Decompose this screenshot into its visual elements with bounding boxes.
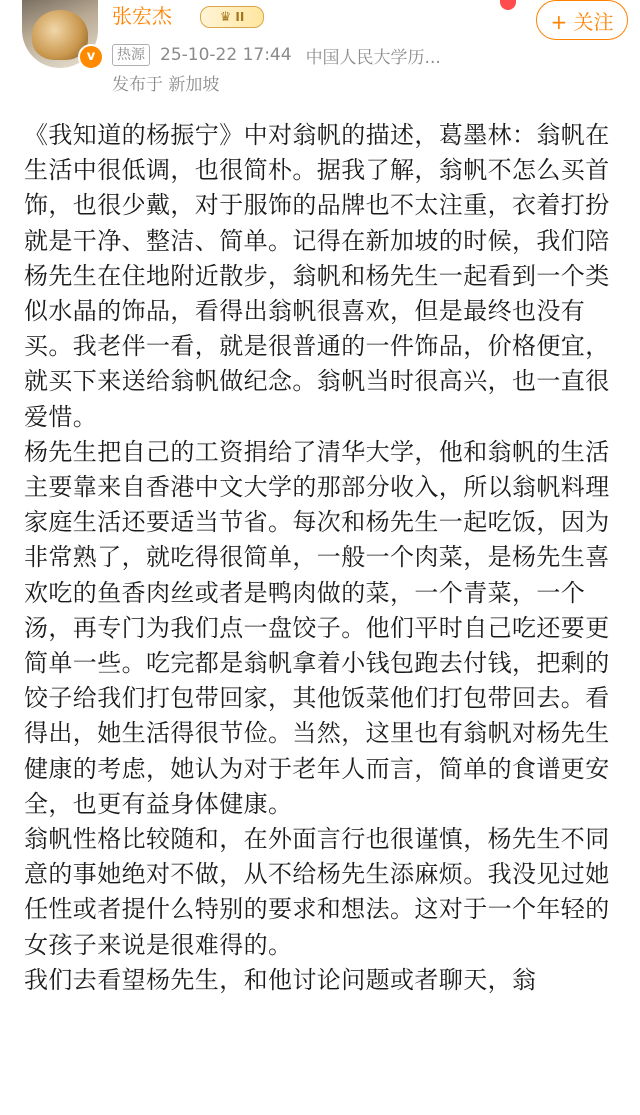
notification-dot xyxy=(500,0,516,10)
verified-badge-icon: v xyxy=(78,44,104,70)
post-meta xyxy=(112,42,441,68)
post-paragraph: 翁帆性格比较随和，在外面言行也很谨慎，杨先生不同意的事她绝对不做，从不给杨先生添麻烦。我没见过她任性或者提什么特别的要求和想法。这对于一个年轻的女孩子来说是很难得的。 xyxy=(24,825,610,959)
post-source[interactable]: 中国人民大学历... xyxy=(305,47,441,68)
post-location: 发布于 新加坡 xyxy=(112,75,220,95)
post-paragraph: 《我知道的杨振宁》中对翁帆的描述，葛墨林：翁帆在生活中很低调，也很简朴。据我了解，翁帆不怎么买首饰，也很少戴，对于服饰的品牌也不太注重，衣着打扮就是干净、整洁、简单。记得在新加坡的时候，我们陪杨先生在住地附近散步，翁帆和杨先生一起看到一个类似水晶的饰品，看得出翁帆很喜欢，但是最终也没有买。我老伴一看，就是很普通的一件饰品，价格便宜，就买下来送给翁帆做纪念。翁帆当时很高兴，也一直很爱惜。 xyxy=(24,121,610,431)
source-tag: 热源 xyxy=(112,44,150,66)
username[interactable]: 张宏杰 xyxy=(112,4,172,28)
follow-button[interactable]: + 关注 xyxy=(536,0,628,40)
post-timestamp: 25-10-22 17:44 xyxy=(160,45,292,65)
member-badge-level: II xyxy=(235,10,245,24)
crown-icon: ♛ xyxy=(219,9,232,25)
member-badge[interactable] xyxy=(200,6,264,28)
post-body xyxy=(24,118,620,998)
post-paragraph: 杨先生把自己的工资捐给了清华大学，他和翁帆的生活主要靠来自香港中文大学的那部分收入，所以翁帆料理家庭生活还要适当节省。每次和杨先生一起吃饭，因为非常熟了，就吃得很简单，一般一个肉菜，是杨先生喜欢吃的鱼香肉丝或者是鸭肉做的菜，一个青菜，一个汤，再专门为我们点一盘饺子。他们平时自己吃还要更简单一些。吃完都是翁帆拿着小钱包跑去付钱，把剩的饺子给我们打包带回家，其他饭菜他们打包带回去。看得出，她生活得很节俭。当然，这里也有翁帆对杨先生健康的考虑，她认为对于老年人而言，简单的食谱更安全，也更有益身体健康。 xyxy=(24,437,610,818)
post-paragraph: 我们去看望杨先生，和他讨论问题或者聊天，翁 xyxy=(24,965,537,994)
